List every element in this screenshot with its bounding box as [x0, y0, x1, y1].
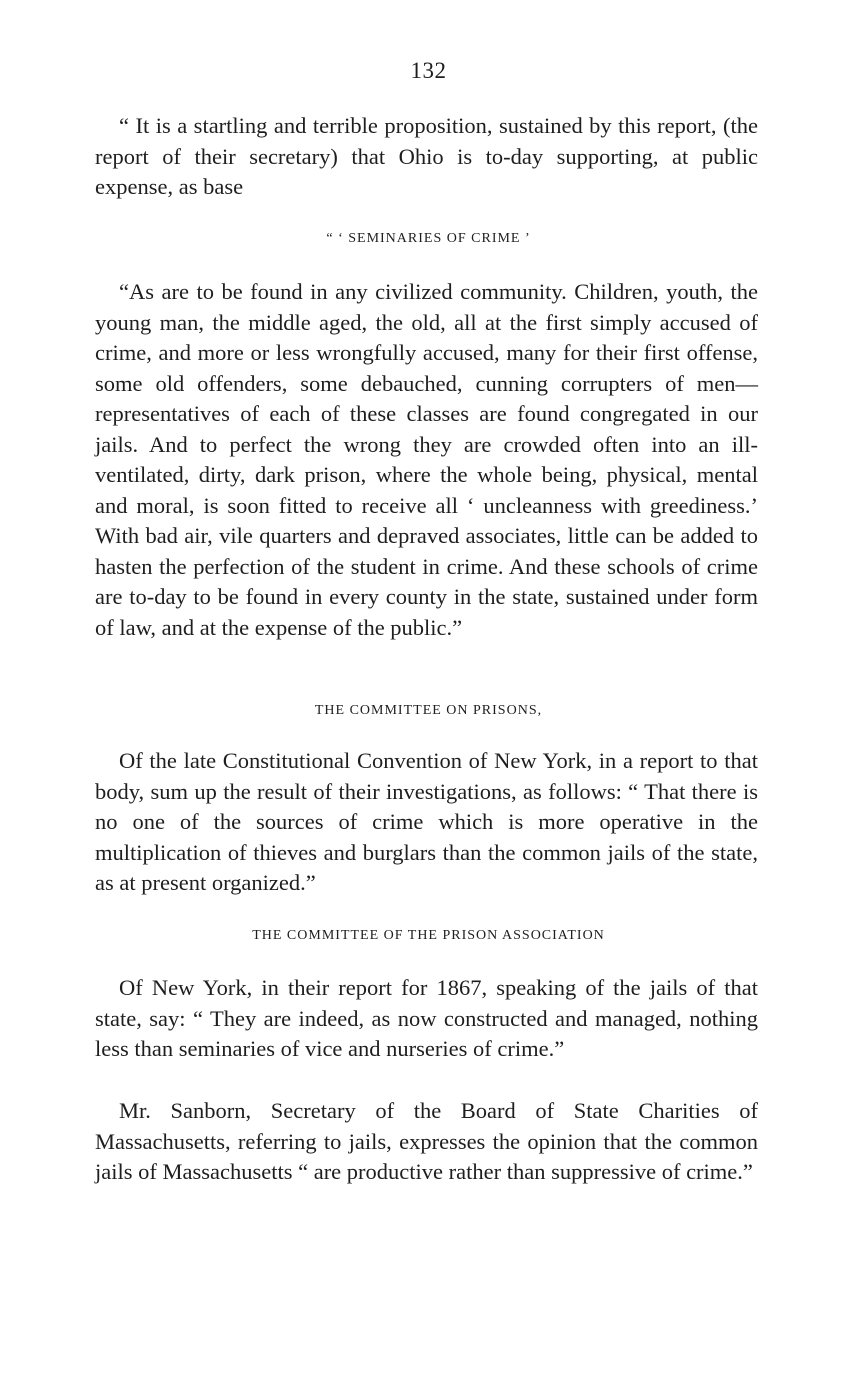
paragraph-text: “ It is a startling and terrible proposition, sustained by this report, (the report of their secretary) that Ohio is to-day supporting, at public expense, as base [95, 113, 758, 199]
paragraph-ohio-report [95, 111, 758, 203]
paragraph-text: Of New York, in their report for 1867, speaking of the jails of that state, say: “ They are indeed, as now constructed and managed, nothing less than seminaries of vice and nurseries of crime.” [95, 975, 758, 1061]
heading-seminaries-of-crime: “ ‘ SEMINARIES OF CRIME ’ [326, 231, 531, 246]
paragraph-text: Mr. Sanborn, Secretary of the Board of State Charities of Massachusetts, referring to jails, expresses the opinion that the common jails of Massachusetts “ are productive rather than suppressive of crime.” [95, 1098, 758, 1184]
heading-prison-association: THE COMMITTEE OF THE PRISON ASSOCIATION [252, 928, 605, 943]
heading-committee-on-prisons: THE COMMITTEE ON PRISONS, [314, 703, 543, 718]
paragraph-text: “As are to be found in any civilized community. Children, youth, the young man, the middle aged, the old, all at the first simply accused of crime, and more or less wrongfully accused, many for their first offense, some old offenders, some debauched, cunning corrupters of men—representatives of each of these classes are found congregated in our jails. And to perfect the wrong they are crowded often into an ill-ventilated, dirty, dark prison, where the whole being, physical, mental and moral, is soon fitted to receive all ‘ uncleanness with greediness.’ With bad air, vile quarters and depraved associates, little can be added to hasten the perfection of the student in crime. And these schools of crime are to-day to be found in every county in the state, sustained under form of law, and at the expense of the public.” [95, 279, 758, 640]
paragraph-jails-description [95, 277, 758, 643]
paragraph-text: Of the late Constitutional Convention of New York, in a report to that body, sum up the result of their investigations, as follows: “ That there is no one of the sources of crime which is more operative in the multiplication of thieves and burglars than the common jails of the state, as at present organized.” [95, 748, 758, 895]
paragraph-sanborn-opinion [95, 1096, 758, 1188]
paragraph-constitutional-convention [95, 746, 758, 899]
page-number: 132 [410, 58, 447, 83]
paragraph-new-york-report [95, 973, 758, 1065]
